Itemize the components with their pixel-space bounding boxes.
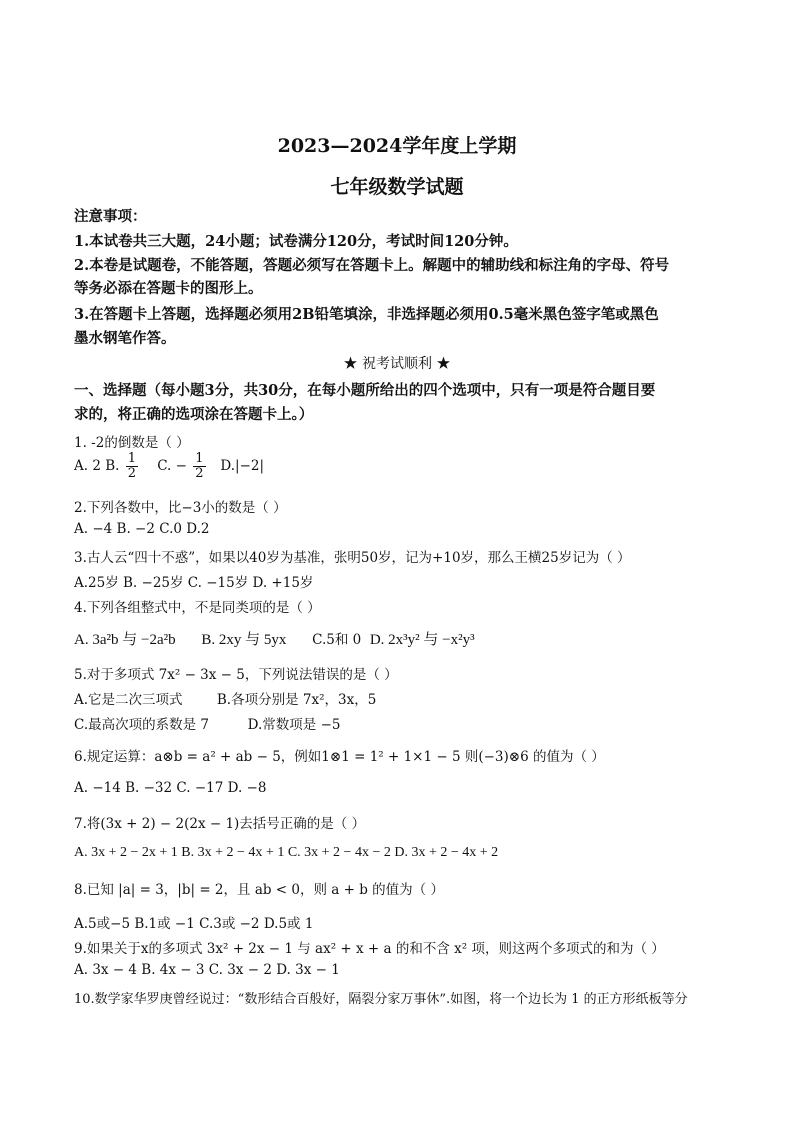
question-10-stem: 10.数学家华罗庚曾经说过：“数形结合百般好，隔裂分家万事休”.如图，将一个边长为 1 的正方形纸板等分 xyxy=(74,992,688,1007)
q1-option-c: C. − xyxy=(157,458,187,474)
q4-option-a: A. 3a²b 与 −2a²b xyxy=(74,632,176,648)
q1-option-d: D.|−2| xyxy=(220,458,265,474)
q1-option-b: B. xyxy=(105,458,120,474)
q4-option-b: B. 2xy 与 5yx xyxy=(201,632,287,648)
q5-option-c: C.最高次项的系数是 7 xyxy=(74,717,210,733)
question-9-stem: 9.如果关于x的多项式 3x² + 2x − 1 与 ax² + x + a 的和不含 x² 项，则这两个多项式的和为（ ） xyxy=(74,941,665,957)
question-4-options xyxy=(74,628,475,649)
section-1-heading-line-2: 求的，将正确的选项涂在答题卡上。） xyxy=(74,406,314,423)
question-4-stem: 4.下列各组整式中，不是同类项的是（ ） xyxy=(74,600,321,616)
question-5-options-row-2 xyxy=(74,713,340,733)
exam-subtitle: 七年级数学试题 xyxy=(330,176,464,198)
question-6-options: A. −14 B. −32 C. −17 D. −8 xyxy=(74,780,267,796)
question-8-stem: 8.已知 |a| = 3，|b| = 2，且 ab < 0，则 a + b 的值为（ ） xyxy=(74,882,444,898)
question-5-stem: 5.对于多项式 7x² − 3x − 5，下列说法错误的是（ ） xyxy=(74,667,398,683)
good-luck-line: ★ 祝考试顺利 ★ xyxy=(343,356,451,372)
notice-item-2-line-2: 等务必添在答题卡的图形上。 xyxy=(74,280,263,297)
section-1-heading-line-1: 一、选择题（每小题3分，共30分，在每小题所给出的四个选项中，只有一项是符合题目要 xyxy=(74,382,656,399)
q5-option-b: B.各项分别是 7x²，3x，5 xyxy=(216,692,377,708)
question-2-options: A. −4 B. −2 C.0 D.2 xyxy=(74,521,210,537)
notice-heading: 注意事项： xyxy=(74,208,147,225)
question-1-stem: 1. -2的倒数是（ ） xyxy=(74,435,190,451)
question-7-options: A. 3x + 2 − 2x + 1 B. 3x + 2 − 4x + 1 C. 3x + 2 − 4x − 2 D. 3x + 2 − 4x + 2 xyxy=(74,845,499,860)
notice-item-3-line-2: 墨水钢笔作答。 xyxy=(74,330,176,347)
question-3-options: A.25岁 B. −25岁 C. −15岁 D. +15岁 xyxy=(74,575,314,591)
q5-option-d: D.常数项是 −5 xyxy=(247,717,341,733)
question-7-stem: 7.将(3x + 2) − 2(2x − 1)去括号正确的是（ ） xyxy=(74,816,366,832)
question-1-options xyxy=(74,452,264,481)
question-8-options: A.5或−5 B.1或 −1 C.3或 −2 D.5或 1 xyxy=(74,916,314,932)
question-5-options-row-1 xyxy=(74,688,376,708)
q1-option-b-fraction: $\frac{1}{2}$ xyxy=(127,451,137,481)
q1-option-a: A. 2 xyxy=(74,458,101,474)
question-3-stem: 3.古人云“四十不惑”，如果以40岁为基准，张明50岁，记为+10岁，那么王横25岁记为（ ） xyxy=(74,550,631,566)
exam-title: 2023—2024学年度上学期 xyxy=(277,135,517,157)
notice-item-2-line-1: 2.本卷是试题卷，不能答题，答题必须写在答题卡上。解题中的辅助线和标注角的字母、符号 xyxy=(74,257,670,274)
q1-option-c-fraction: $\frac{1}{2}$ xyxy=(195,451,204,481)
notice-item-1: 1.本试卷共三大题，24小题；试卷满分120分，考试时间120分钟。 xyxy=(74,233,518,250)
question-9-options: A. 3x − 4 B. 4x − 3 C. 3x − 2 D. 3x − 1 xyxy=(74,962,340,978)
notice-item-3-line-1: 3.在答题卡上答题，选择题必须用2B铅笔填涂，非选择题必须用0.5毫米黑色签字笔或黑色 xyxy=(74,306,659,323)
q4-option-d: D. 2x³y² 与 −x²y³ xyxy=(369,632,475,648)
question-2-stem: 2.下列各数中，比−3小的数是（ ） xyxy=(74,500,287,516)
question-6-stem: 6.规定运算：a⊗b = a² + ab − 5，例如1⊗1 = 1² + 1×1 − 5 则(−3)⊗6 的值为（ ） xyxy=(74,749,605,765)
q5-option-a: A.它是二次三项式 xyxy=(74,692,183,708)
q4-option-c: C.5和 0 xyxy=(312,632,362,648)
